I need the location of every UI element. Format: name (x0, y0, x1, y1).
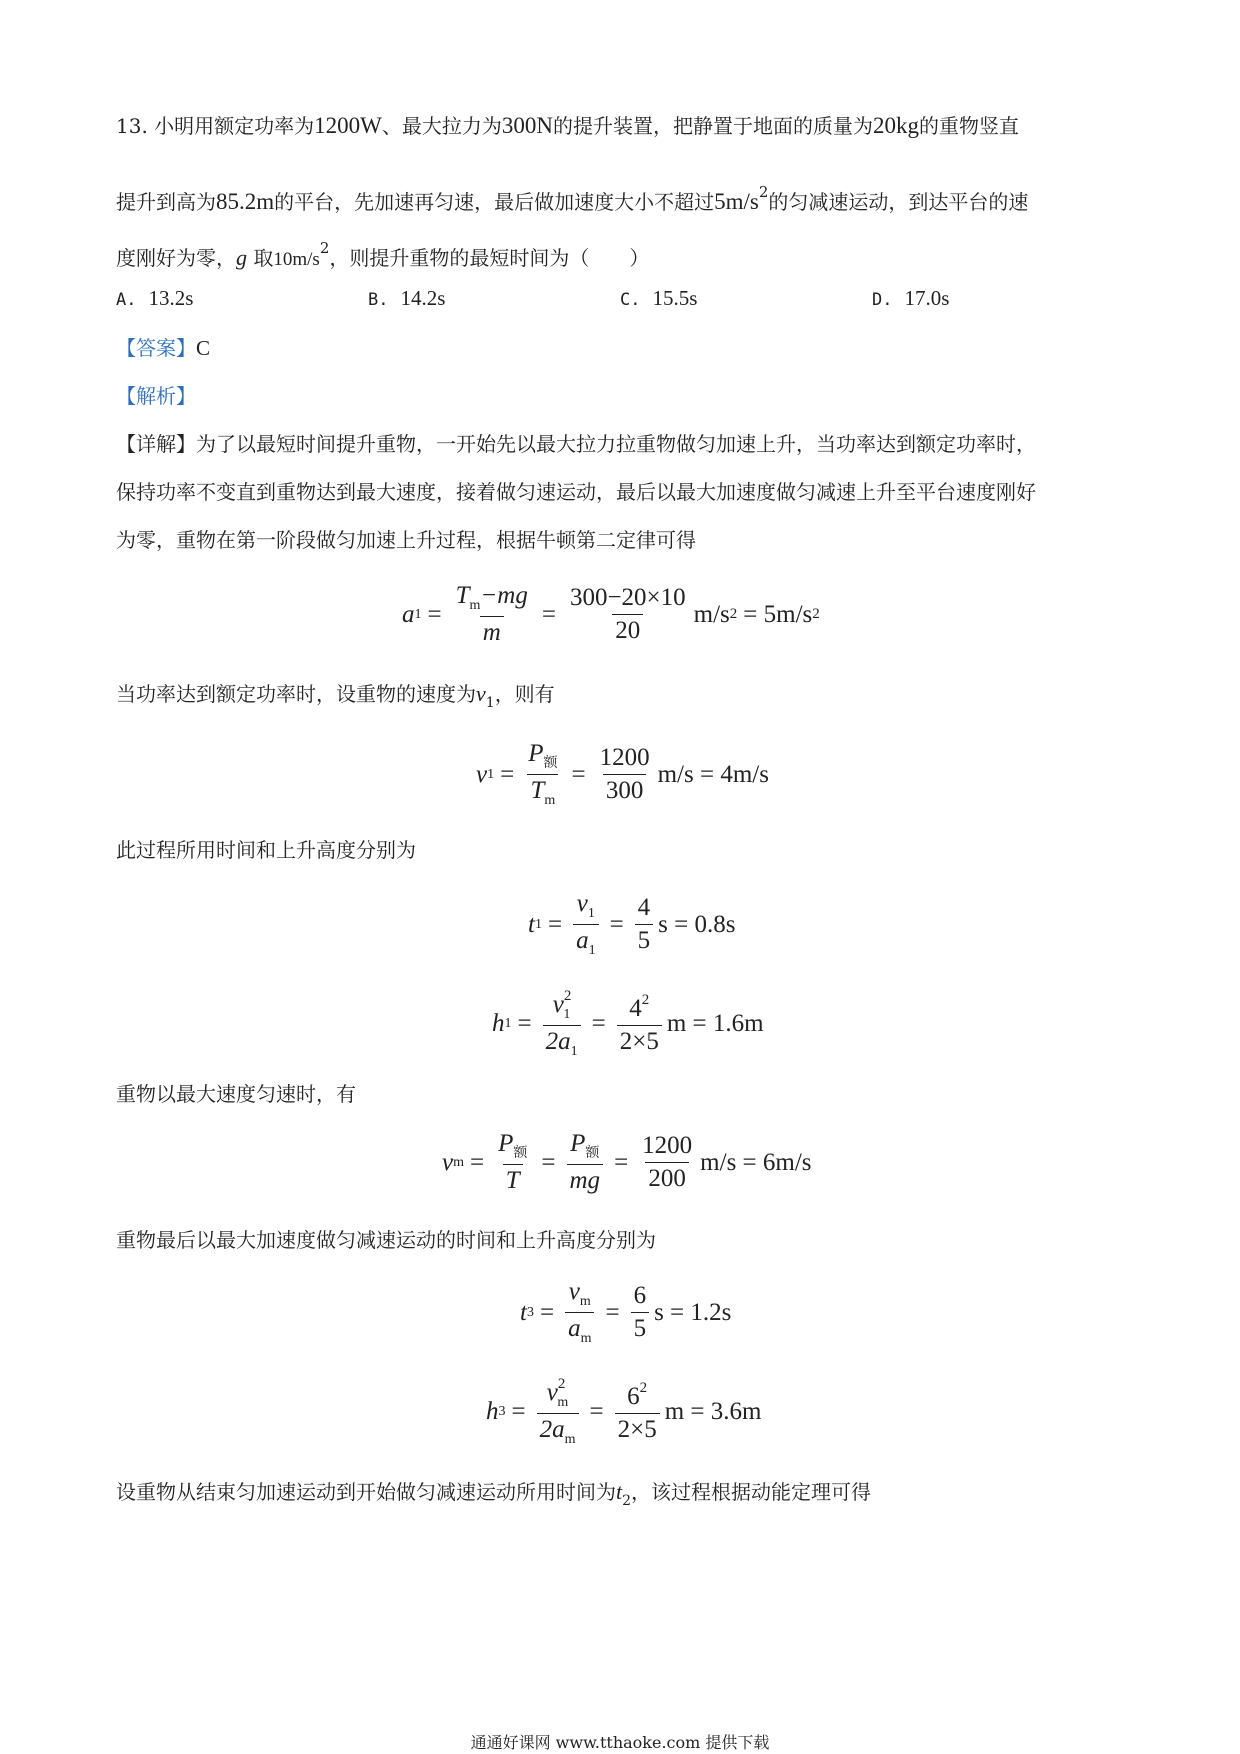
equation-time-t1: t 1 = $\frac{v_1}{a_1}$ = $\frac{4}{5}$ s = 0.8s (528, 890, 736, 958)
text-time-height: 此过程所用时间和上升高度分别为 (116, 838, 416, 862)
option-d: D. 17.0s (872, 286, 950, 310)
fraction: $\frac{P_额}{T}$ (498, 1130, 528, 1194)
detail-line-3: 为零，重物在第一阶段做匀加速上升过程，根据牛顿第二定律可得 (116, 528, 696, 552)
text-rated-power: 当功率达到额定功率时，设重物的速度为$v_1$，则有 (116, 681, 555, 711)
analysis-heading: 【解析】 (116, 384, 196, 408)
answer-line: 【答案】C (116, 336, 211, 360)
fraction: $\frac{4}{5}$ (635, 894, 654, 955)
fraction: $\frac{P_额}{mg}$ (567, 1130, 604, 1195)
option-a: A. 13.2s (116, 286, 194, 310)
fraction: $\frac{v_1}{a_1}$ (573, 890, 599, 959)
equation-acceleration: a 1 = $\frac{T_m-mg}{m}$ = $\frac{300-20\times 10}{20}$ m/s 2 = 5m/s 2 (402, 582, 820, 646)
fraction: $\frac{P_额}{T_m}$ (528, 740, 558, 808)
fraction: $\frac{v_m}{a_m}$ (565, 1278, 594, 1347)
fraction: $\frac{v^2_m}{2a_m}$ (537, 1376, 579, 1448)
fraction: $\frac{v^2_1}{2a_1}$ (543, 988, 581, 1060)
text-kinetic-energy: 设重物从结束匀加速运动到开始做匀减速运动所用时间为$t_2$，该过程根据动能定理可得 (116, 1479, 872, 1509)
fraction: $\frac{1200}{200}$ (642, 1132, 693, 1192)
equation-height-h1: h 1 = $\frac{v^2_1}{2a_1}$ = $\frac{4^2}{2\times 5}$ m = 1.6m (492, 988, 764, 1059)
question-line-3: 度刚好为零，g 取$10m/s^2$，则提升重物的最短时间为（ ） (116, 239, 650, 270)
fraction: $\frac{6^2}{2\times 5}$ (615, 1380, 660, 1444)
option-c: C. 15.5s (620, 286, 698, 310)
option-b: B. 14.2s (368, 286, 446, 310)
detail-line-2: 保持功率不变直到重物达到最大速度，接着做匀速运动，最后以最大加速度做匀减速上升至平台速度刚好 (116, 480, 1036, 504)
detail-line-1: 【详解】为了以最短时间提升重物，一开始先以最大拉力拉重物做匀加速上升，当功率达到额定功率时， (116, 432, 1036, 456)
equation-height-h3: h 3 = $\frac{v^2_m}{2a_m}$ = $\frac{6^2}{2\times 5}$ m = 3.6m (486, 1376, 762, 1447)
question-line-2: 提升到高为85.2m的平台，先加速再匀速，最后做加速度大小不超过$5m/s^2$的匀减速运动，到达平台的速 (116, 183, 1029, 214)
equation-time-t3: t 3 = $\frac{v_m}{a_m}$ = $\frac{6}{5}$ s = 1.2s (520, 1278, 732, 1346)
page-footer: 通通好课网 www.tthaoke.com 提供下载 (470, 1733, 770, 1752)
fraction: $\frac{T_m-mg}{m}$ (455, 582, 528, 646)
question-line-1: 13. 小明用额定功率为1200W、最大拉力为300N的提升装置，把静置于地面的质量为20kg的重物竖直 (116, 113, 1020, 138)
fraction: $\frac{4^2}{2\times 5}$ (617, 992, 662, 1056)
text-max-speed: 重物以最大速度匀速时，有 (116, 1082, 356, 1106)
fraction: $\frac{300-20\times 10}{20}$ (569, 584, 686, 644)
fraction: $\frac{1200}{300}$ (599, 744, 650, 804)
equation-velocity-v1: v 1 = $\frac{P_额}{T_m}$ = $\frac{1200}{300}$ m/s = 4m/s (476, 740, 769, 808)
equation-velocity-vm: v m = $\frac{P_额}{T}$ = $\frac{P_额}{mg}$ = $\frac{1200}{200}$ m/s = 6m/s (442, 1130, 812, 1194)
fraction: $\frac{6}{5}$ (631, 1282, 650, 1343)
text-deceleration: 重物最后以最大加速度做匀减速运动的时间和上升高度分别为 (116, 1228, 656, 1252)
